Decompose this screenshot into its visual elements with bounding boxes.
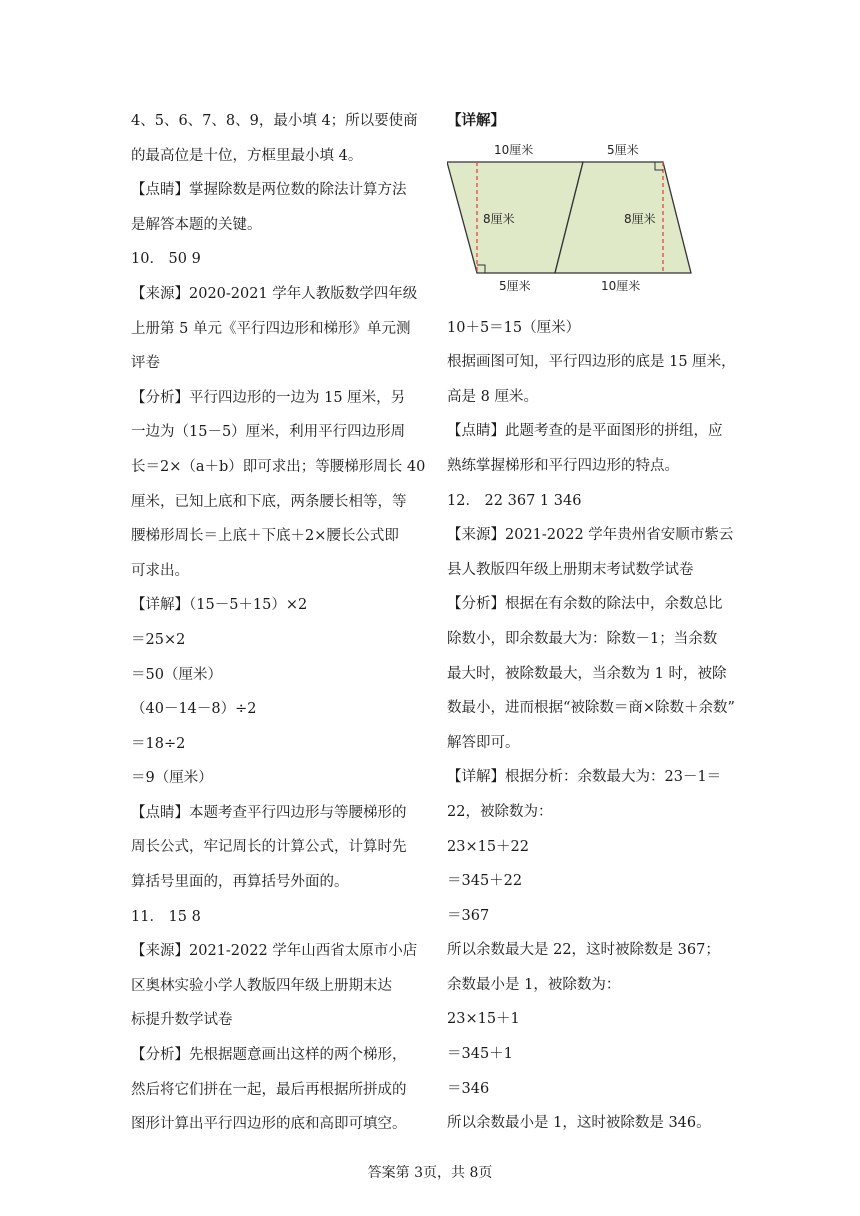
label-bottom-right: 10厘米 (601, 278, 641, 293)
left-text-line: 11． 15 8 (131, 908, 201, 925)
left-text-line: 一边为（15－5）厘米，利用平行四边形周 (131, 424, 406, 441)
right-text-line: ＝345＋1 (447, 1046, 513, 1063)
left-text-line: 腰梯形周长＝上底＋下底＋2×腰长公式即 (131, 528, 399, 545)
right-text-line: 解答即可。 (447, 734, 520, 751)
diagram-svg (447, 139, 747, 311)
right-text-line: 23×15＋1 (447, 1011, 520, 1028)
left-text-line: 【分析】先根据题意画出这样的两个梯形， (131, 1047, 407, 1064)
right-text-line: ＝367 (447, 907, 490, 924)
left-text-line: 10． 50 9 (131, 251, 201, 268)
left-text-line: 【来源】2020-2021 学年人教版数学四年级 (131, 285, 418, 302)
label-bottom-left: 5厘米 (499, 278, 531, 293)
label-top-left: 10厘米 (494, 142, 534, 157)
right-text-line: 最大时，被除数最大，当余数为 1 时，被除 (447, 665, 727, 682)
right-text-line: ＝345＋22 (447, 873, 523, 890)
left-text-line: 标提升数学试卷 (131, 1012, 233, 1029)
right-text-line: 熟练掌握梯形和平行四边形的特点。 (447, 457, 679, 474)
right-text-line: 县人教版四年级上册期末考试数学试卷 (447, 561, 694, 578)
left-text-line: 【来源】2021-2022 学年山西省太原市小店 (131, 943, 418, 960)
right-text-line: 23×15＋22 (447, 838, 530, 855)
left-column (131, 104, 426, 1142)
left-text-line: 图形计算出平行四边形的底和高即可填空。 (131, 1116, 407, 1133)
left-text-line: ＝9（厘米） (131, 770, 213, 787)
left-text-line: ＝25×2 (131, 631, 186, 648)
left-text-line: 可求出。 (131, 562, 189, 579)
left-text-line: 厘米，已知上底和下底，两条腰长相等，等 (131, 493, 407, 510)
right-text-line: 22，被除数为： (447, 803, 553, 820)
right-text-line: 所以余数最小是 1，这时被除数是 346。 (447, 1115, 711, 1132)
left-text-line: 上册第 5 单元《平行四边形和梯形》单元测 (131, 320, 411, 337)
left-text-line: 【详解】（15－5＋15）×2 (131, 597, 308, 614)
right-text-line: 【分析】根据在有余数的除法中，余数总比 (447, 596, 723, 613)
left-text-line: ＝18÷2 (131, 735, 186, 752)
left-text-line: 长＝2×（a＋b）即可求出；等腰梯形周长 40 (131, 458, 426, 475)
left-text-line: （40－14－8）÷2 (131, 701, 257, 718)
right-text-line: 【来源】2021-2022 学年贵州省安顺市紫云 (447, 527, 734, 544)
right-column (447, 104, 747, 1141)
left-text-line: 4、5、6、7、8、9，最小填 4；所以要使商 (131, 113, 418, 129)
left-text-line: 周长公式，牢记周长的计算公式，计算时先 (131, 839, 407, 856)
left-text-line: 然后将它们拼在一起，最后再根据所拼成的 (131, 1081, 407, 1098)
left-text-line: 【分析】平行四边形的一边为 15 厘米，另 (131, 389, 406, 406)
left-text-line: 【点睛】掌握除数是两位数的除法计算方法 (131, 182, 407, 199)
right-text-line: 数最小，进而根据“被除数＝商×除数＋余数” (447, 700, 735, 717)
left-text-line: 评卷 (131, 355, 160, 372)
right-text-line: ＝346 (447, 1080, 490, 1097)
left-text-line: 【点睛】本题考查平行四边形与等腰梯形的 (131, 804, 407, 821)
detail-heading: 【详解】 (447, 112, 505, 129)
page-footer: 答案第 3页，共 8页 (367, 1165, 493, 1181)
right-text-line: 12． 22 367 1 346 (447, 492, 582, 509)
label-top-right: 5厘米 (607, 142, 639, 157)
right-text-line: 10＋5＝15（厘米） (447, 319, 581, 336)
right-text-line: 高是 8 厘米。 (447, 388, 538, 405)
label-height-left: 8厘米 (483, 211, 515, 226)
left-text-line: 是解答本题的关键。 (131, 216, 262, 233)
right-text-line: 根据画图可知，平行四边形的底是 15 厘米， (447, 354, 736, 371)
left-text-line: 区奥林实验小学人教版四年级上册期末达 (131, 977, 392, 994)
left-text-line: 算括号里面的，再算括号外面的。 (131, 874, 349, 891)
right-text-line: 余数最小是 1，被除数为： (447, 976, 621, 993)
right-text-line: 【详解】根据分析：余数最大为：23－1＝ (447, 769, 722, 786)
left-text-line: 的最高位是十位，方框里最小填 4。 (131, 147, 363, 164)
right-text-line: 所以余数最大是 22，这时被除数是 367； (447, 942, 720, 959)
right-text-line: 除数小，即余数最大为：除数－1；当余数 (447, 630, 718, 647)
right-text (447, 311, 747, 1141)
label-height-right: 8厘米 (624, 211, 656, 226)
right-text-line: 【点睛】此题考查的是平面图形的拼组，应 (447, 423, 723, 440)
left-text-line: ＝50（厘米） (131, 666, 222, 683)
trapezoid-diagram (447, 139, 747, 311)
